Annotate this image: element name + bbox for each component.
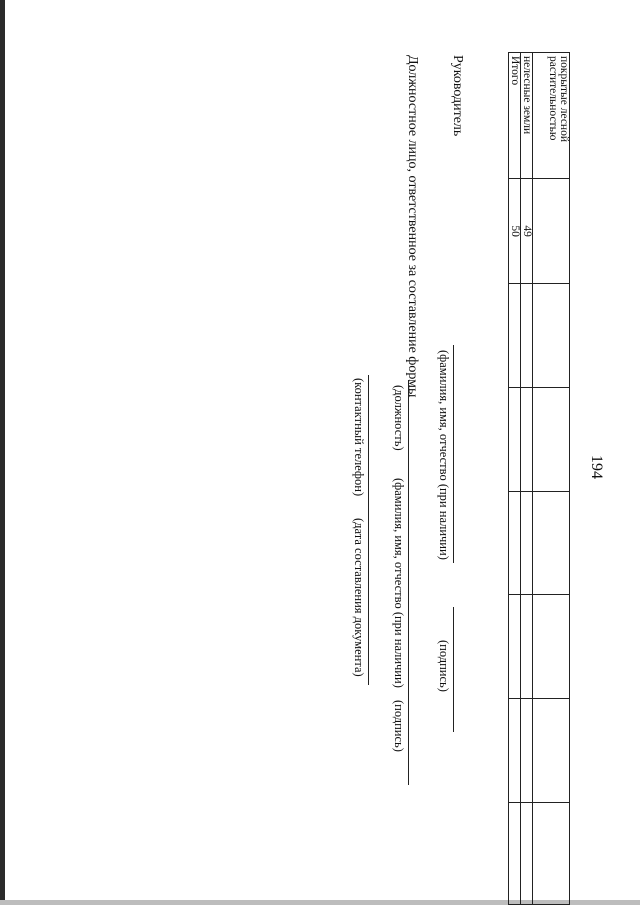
page-number: 194 (588, 455, 605, 479)
head-sign-caption: (подпись) (437, 640, 451, 692)
head-label: Руководитель (450, 55, 465, 137)
phone-caption: (контактный телефон) (352, 378, 366, 497)
table-row (533, 53, 570, 905)
table-cell (509, 802, 521, 904)
table-cell (521, 387, 533, 491)
table-cell (521, 491, 533, 595)
table-cell (533, 595, 570, 699)
table-cell (533, 284, 570, 388)
head-sign-line (453, 607, 454, 732)
table-cell (533, 387, 570, 491)
table-cell: 50 (509, 179, 521, 284)
table-cell (533, 698, 570, 802)
table-cell (521, 698, 533, 802)
table-row (521, 53, 533, 905)
phone-date-line (368, 375, 369, 685)
table-row (509, 53, 521, 905)
table-cell (521, 802, 533, 904)
official-label: Должностное лицо, ответственное за составление формы (405, 55, 420, 398)
table-cell (533, 491, 570, 595)
table-cell (521, 284, 533, 388)
official-position-caption: (должность) (392, 385, 406, 451)
head-name-caption: (фамилия, имя, отчество (при наличии) (437, 350, 451, 560)
table-cell: нелесные земли (521, 53, 533, 179)
table-cell (533, 179, 570, 284)
table-cell (509, 595, 521, 699)
head-name-line (453, 345, 454, 563)
land-table (508, 52, 570, 905)
table-cell: 49 (521, 179, 533, 284)
table-cell (521, 595, 533, 699)
table-cell (509, 284, 521, 388)
table-cell (533, 802, 570, 904)
table-cell: покрытые лесной растительностью (533, 53, 570, 179)
table-cell (509, 491, 521, 595)
table-cell: Итого (509, 53, 521, 179)
official-name-caption: (фамилия, имя, отчество (при наличии) (392, 478, 406, 688)
table-cell (509, 387, 521, 491)
official-line (408, 380, 409, 785)
date-caption: (дата составления документа) (352, 518, 366, 677)
table-cell (509, 698, 521, 802)
official-sign-caption: (подпись) (392, 700, 406, 752)
